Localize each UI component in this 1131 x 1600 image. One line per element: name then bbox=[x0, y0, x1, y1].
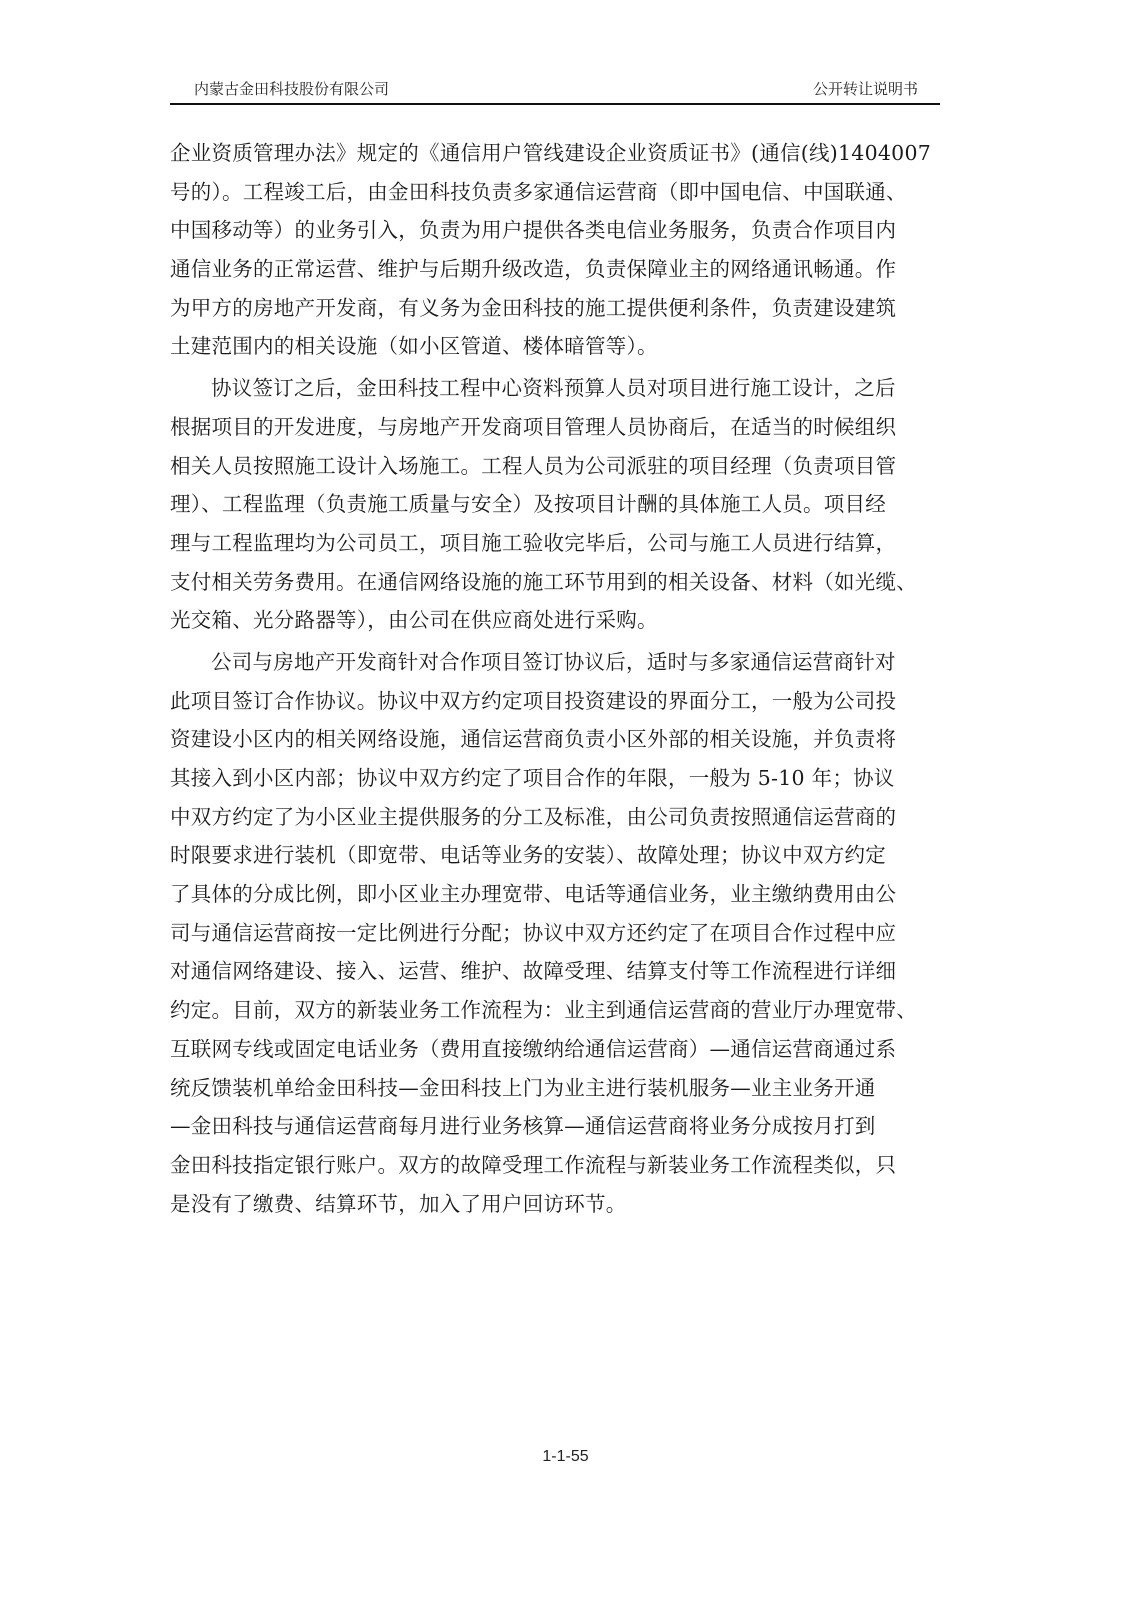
text-line: 其接入到小区内部；协议中双方约定了项目合作的年限，一般为 5-10 年；协议 bbox=[170, 766, 895, 790]
text-line: 通信业务的正常运营、维护与后期升级改造，负责保障业主的网络通讯畅通。作 bbox=[170, 257, 897, 282]
text-line: 企业资质管理办法》规定的《通信用户管线建设企业资质证书》(通信(线)1404007 bbox=[170, 141, 932, 165]
text-line: 统反馈装机单给金田科技—金田科技上门为业主进行装机服务—业主业务开通 bbox=[170, 1075, 876, 1100]
text-line: 理）、工程监理（负责施工质量与安全）及按项目计酬的具体施工人员。项目经 bbox=[170, 492, 886, 517]
text-line: 根据项目的开发进度，与房地产开发商项目管理人员协商后，在适当的时候组织 bbox=[170, 414, 897, 439]
text-line: 对通信网络建设、接入、运营、维护、故障受理、结算支付等工作流程进行详细 bbox=[170, 959, 897, 984]
text-line: 号的）。工程竣工后，由金田科技负责多家通信运营商（即中国电信、中国联通、 bbox=[170, 179, 907, 204]
text-line: 光交箱、光分路器等），由公司在供应商处进行采购。 bbox=[170, 608, 658, 633]
text-line: 互联网专线或固定电话业务（费用直接缴纳给通信运营商）—通信运营商通过系 bbox=[170, 1036, 897, 1061]
text-line: 是没有了缴费、结算环节，加入了用户回访环节。 bbox=[170, 1191, 627, 1216]
text-line: 相关人员按照施工设计入场施工。工程人员为公司派驻的项目经理（负责项目管 bbox=[170, 453, 897, 478]
paragraph bbox=[170, 369, 942, 640]
text-line: 司与通信运营商按一定比例进行分配；协议中双方还约定了在项目合作过程中应 bbox=[170, 920, 897, 945]
text-line: 金田科技指定银行账户。双方的故障受理工作流程与新装业务工作流程类似，只 bbox=[170, 1152, 897, 1177]
text-line: 支付相关劳务费用。在通信网络设施的施工环节用到的相关设备、材料（如光缆、 bbox=[170, 569, 917, 594]
text-line: 时限要求进行装机（即宽带、电话等业务的安装）、故障处理；协议中双方约定 bbox=[170, 843, 886, 868]
header-divider bbox=[170, 103, 940, 105]
text-line: 公司与房地产开发商针对合作项目签订协议后，适时与多家通信运营商针对 bbox=[211, 649, 896, 674]
text-line: 约定。目前，双方的新装业务工作流程为：业主到通信运营商的营业厅办理宽带、 bbox=[170, 998, 917, 1023]
document-body bbox=[170, 134, 942, 1223]
text-line: 土建范围内的相关设施（如小区管道、楼体暗管等）。 bbox=[170, 334, 658, 359]
header-company-name: 内蒙古金田科技股份有限公司 bbox=[194, 80, 390, 98]
text-line: 了具体的分成比例，即小区业主办理宽带、电话等通信业务，业主缴纳费用由公 bbox=[170, 882, 897, 907]
page-number: 1-1-55 bbox=[542, 1448, 589, 1465]
paragraph bbox=[170, 643, 942, 1223]
text-line: —金田科技与通信运营商每月进行业务核算—通信运营商将业务分成按月打到 bbox=[170, 1114, 876, 1139]
page-header bbox=[170, 74, 940, 104]
text-line: 资建设小区内的相关网络设施，通信运营商负责小区外部的相关设施，并负责将 bbox=[170, 727, 897, 752]
text-line: 为甲方的房地产开发商，有义务为金田科技的施工提供便利条件，负责建设建筑 bbox=[170, 295, 897, 320]
text-line: 协议签订之后，金田科技工程中心资料预算人员对项目进行施工设计，之后 bbox=[211, 376, 896, 401]
header-document-title: 公开转让说明书 bbox=[812, 80, 918, 98]
text-line: 此项目签订合作协议。协议中双方约定项目投资建设的界面分工，一般为公司投 bbox=[170, 688, 897, 713]
text-line: 中双方约定了为小区业主提供服务的分工及标准，由公司负责按照通信运营商的 bbox=[170, 804, 897, 829]
text-line: 理与工程监理均为公司员工，项目施工验收完毕后，公司与施工人员进行结算， bbox=[170, 530, 897, 555]
paragraph bbox=[170, 134, 942, 366]
text-line: 中国移动等）的业务引入，负责为用户提供各类电信业务服务，负责合作项目内 bbox=[170, 218, 897, 243]
